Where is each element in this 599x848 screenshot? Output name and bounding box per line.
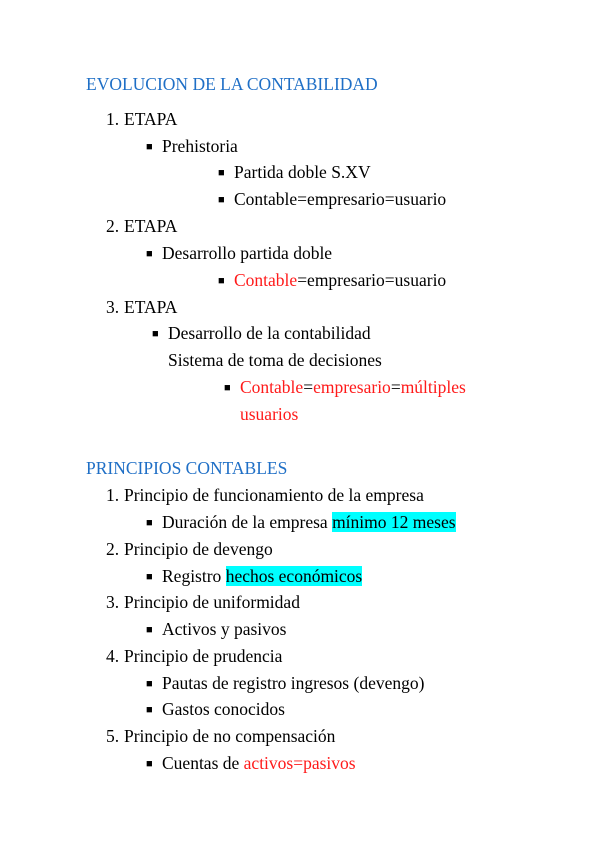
list-item-principio-5 (106, 725, 335, 747)
bullet-icon: ■ (224, 382, 231, 394)
red-text: Contable (234, 270, 298, 290)
list-item-etapa-1 (106, 108, 177, 130)
bullet-label: =empresario=usuario (297, 270, 447, 290)
red-text: empresario (313, 377, 391, 397)
list-item-etapa-3 (106, 296, 177, 318)
plain-text: = (390, 377, 401, 397)
list-item-principio-2 (106, 538, 273, 560)
bullet-label: Prehistoria (162, 136, 238, 156)
list-label: ETAPA (124, 109, 178, 129)
bullet-icon: ■ (218, 167, 225, 179)
bullet-icon: ■ (152, 328, 159, 340)
bullet-item-registro (146, 565, 362, 588)
bullet-item-pautas (146, 672, 424, 695)
list-number: 1. (106, 109, 120, 129)
bullet-icon: ■ (146, 678, 153, 690)
bullet-label: Desarrollo de la contabilidad (168, 323, 371, 343)
list-item-principio-1 (106, 484, 424, 506)
bullet-item-continuation: Sistema de toma de decisiones (168, 350, 382, 370)
bullet-item-contable-usuario (218, 188, 446, 211)
bullet-item-multiples-usuarios (224, 376, 466, 399)
bullet-label: Activos y pasivos (162, 619, 287, 639)
bullet-label: Registro (162, 566, 226, 586)
list-item-principio-4 (106, 645, 282, 667)
list-number: 2. (106, 216, 120, 236)
bullet-item-cuentas (146, 752, 356, 775)
list-label: Principio de uniformidad (124, 592, 300, 612)
bullet-item-gastos (146, 698, 285, 721)
list-label: Principio de prudencia (124, 646, 283, 666)
highlighted-text: hechos económicos (225, 566, 363, 586)
list-label: ETAPA (124, 216, 178, 236)
bullet-label: Desarrollo partida doble (162, 243, 333, 263)
list-label: Principio de funcionamiento de la empresa (124, 485, 424, 505)
highlighted-text: mínimo 12 meses (332, 512, 456, 532)
list-number: 3. (106, 297, 120, 317)
section-title-principios: PRINCIPIOS CONTABLES (86, 458, 288, 478)
plain-text: = (303, 377, 314, 397)
bullet-icon: ■ (218, 194, 225, 206)
bullet-icon: ■ (146, 571, 153, 583)
section-title-evolucion: EVOLUCION DE LA CONTABILIDAD (86, 74, 378, 94)
red-text: activos=pasivos (243, 753, 356, 773)
bullet-icon: ■ (146, 248, 153, 260)
bullet-icon: ■ (218, 275, 225, 287)
list-number: 4. (106, 646, 120, 666)
bullet-item-prehistoria (146, 135, 238, 158)
list-number: 5. (106, 726, 120, 746)
list-number: 2. (106, 539, 120, 559)
bullet-label: Contable=empresario=usuario (234, 189, 447, 209)
list-item-principio-3 (106, 591, 300, 613)
bullet-icon: ■ (146, 704, 153, 716)
bullet-item-activos-pasivos (146, 618, 286, 641)
bullet-icon: ■ (146, 141, 153, 153)
list-label: ETAPA (124, 297, 178, 317)
bullet-item-continuation-red: usuarios (240, 404, 299, 424)
bullet-item-desarrollo-contabilidad (152, 322, 371, 345)
bullet-label: Gastos conocidos (162, 699, 285, 719)
bullet-icon: ■ (146, 517, 153, 529)
bullet-item-contable-usuario-2 (218, 269, 446, 292)
red-text: múltiples (400, 377, 466, 397)
bullet-item-duracion (146, 511, 456, 534)
list-number: 1. (106, 485, 120, 505)
bullet-label: Pautas de registro ingresos (devengo) (162, 673, 425, 693)
list-label: Principio de no compensación (124, 726, 336, 746)
bullet-label: Cuentas de (162, 753, 244, 773)
list-number: 3. (106, 592, 120, 612)
bullet-item-partida-doble (218, 161, 371, 184)
bullet-label: Duración de la empresa (162, 512, 333, 532)
bullet-icon: ■ (146, 758, 153, 770)
bullet-icon: ■ (146, 624, 153, 636)
bullet-label: Partida doble S.XV (234, 162, 371, 182)
red-text: Contable (240, 377, 304, 397)
list-item-etapa-2 (106, 215, 177, 237)
list-label: Principio de devengo (124, 539, 273, 559)
bullet-item-desarrollo-partida (146, 242, 332, 265)
